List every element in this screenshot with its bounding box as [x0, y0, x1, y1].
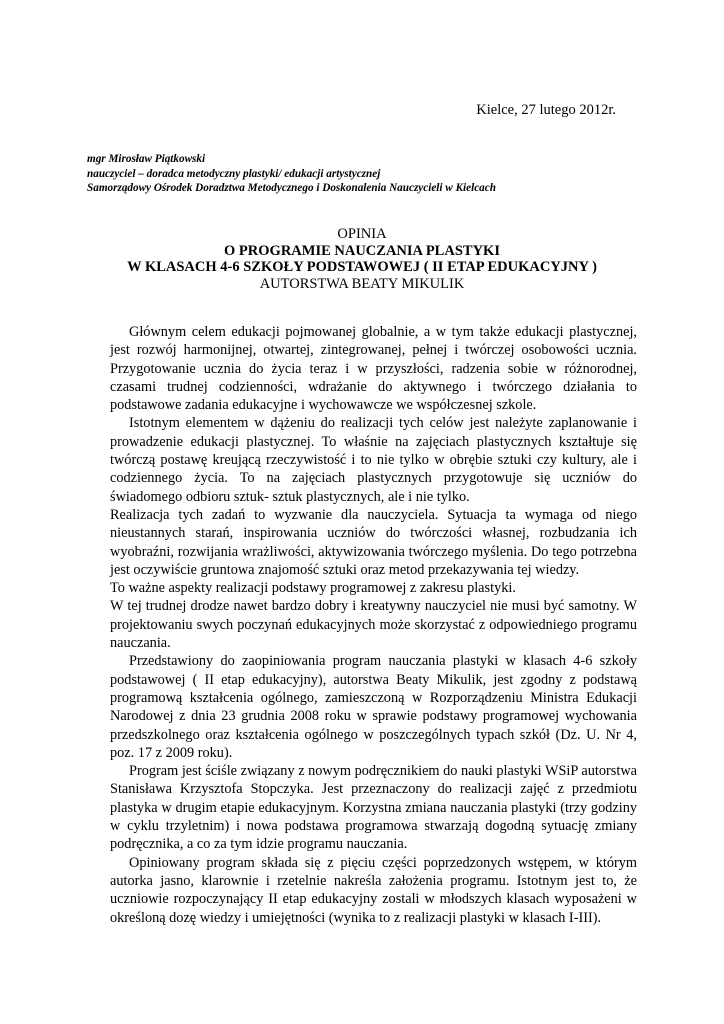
paragraph: Przedstawiony do zaopiniowania program nauczania plastyki w klasach 4-6 szkoły podstawowej ( II etap edukacyjny), autorstwa Beaty Mikulik, jest zgodny z podstawą programową kształcenia ogólnego, zamieszczoną w Rozporządzeniu Ministra Edukacji Narodowej z dnia 23 grudnia 2008 roku w sprawie podstawy programowej wychowania przedszkolnego oraz kształcenia ogólnego w poszczególnych typach szkół (Dz. U. Nr 4, poz. 17 z 2009 roku). — [110, 653, 637, 761]
document-body — [110, 323, 637, 927]
paragraph: Realizacja tych zadań to wyzwanie dla nauczyciela. Sytuacja ta wymaga od niego nieustannych starań, inspirowania uczniów do twórczości własnej, rozbudzania ich wyobraźni, rozwijania wrażliwości, aktywizowania twórczego myślenia. Do tego potrzebna jest oczywiście gruntowa znajomość sztuki oraz metod przekazywania tej wiedzy. — [110, 506, 637, 578]
title-line-classes: W KLASACH 4-6 SZKOŁY PODSTAWOWEJ ( II ETAP EDUKACYJNY ) — [127, 259, 597, 275]
author-role: nauczyciel – doradca metodyczny plastyki/ edukacji artystycznej — [87, 167, 381, 180]
paragraph: Głównym celem edukacji pojmowanej globalnie, a w tym także edukacji plastycznej, jest rozwój harmonijnej, otwartej, zintegrowanej, pełnej i twórczej osobowości ucznia. Przygotowanie ucznia do życia teraz i w przyszłości, radzenia sobie w różnorodnej, czasami trudnej codzienności, wdrażanie do aktywnego i twórczego działania to podstawowe zadania edukacyjne i wychowawcze we współczesnej szkole. — [110, 324, 637, 414]
author-institution: Samorządowy Ośrodek Doradztwa Metodycznego i Doskonalenia Nauczycieli w Kielcach — [87, 182, 496, 194]
document-title — [0, 226, 724, 292]
title-line-author: AUTORSTWA BEATY MIKULIK — [259, 275, 465, 292]
author-name: mgr Mirosław Piątkowski — [87, 153, 206, 165]
title-line-opinia: OPINIA — [337, 226, 387, 242]
title-line-program: O PROGRAMIE NAUCZANIA PLASTYKI — [224, 242, 500, 259]
author-block — [87, 152, 647, 196]
paragraph: Opiniowany program składa się z pięciu części poprzedzonych wstępem, w którym autorka jasno, klarownie i rzetelnie nakreśla założenia programu. Istotnym jest to, że uczniowie rozpoczynający II etap edukacyjny zostali w młodszych klasach wyposażeni w określoną dozę wiedzy i umiejętności (wynika to z realizacji plastyki w klasach I-III). — [110, 854, 637, 926]
document-date: Kielce, 27 lutego 2012r. — [476, 102, 616, 118]
paragraph: To ważne aspekty realizacji podstawy programowej z zakresu plastyki. — [110, 580, 516, 597]
paragraph: Program jest ściśle związany z nowym podręcznikiem do nauki plastyki WSiP autorstwa Stanisława Krzysztofa Stopczyka. Jest przeznaczony do realizacji zajęć z przedmiotu plastyka w drugim etapie edukacyjnym. Korzystna zmiana nauczania plastyki (trzy godziny w cyklu trzyletnim) i nowa podstawa programowa stwarzają dogodną sytuację zmiany podręcznika, a co za tym idzie programu nauczania. — [110, 763, 637, 853]
paragraph: W tej trudnej drodze nawet bardzo dobry i kreatywny nauczyciel nie musi być samotny. W projektowaniu swych poczynań edukacyjnych może skorzystać z odpowiedniego programu nauczania. — [110, 598, 637, 652]
paragraph: Istotnym elementem w dążeniu do realizacji tych celów jest należyte zaplanowanie i prowadzenie edukacji plastycznej. To właśnie na zajęciach plastycznych kształtuje się twórczą postawę kreującą rzeczywistość i to nie tylko w obrębie sztuki czy kultury, ale i codziennego życia. To na zajęciach plastycznych przygotowuje się uczniów do świadomego odbioru sztuk- sztuk plastycznych, ale i nie tylko. — [110, 415, 637, 505]
